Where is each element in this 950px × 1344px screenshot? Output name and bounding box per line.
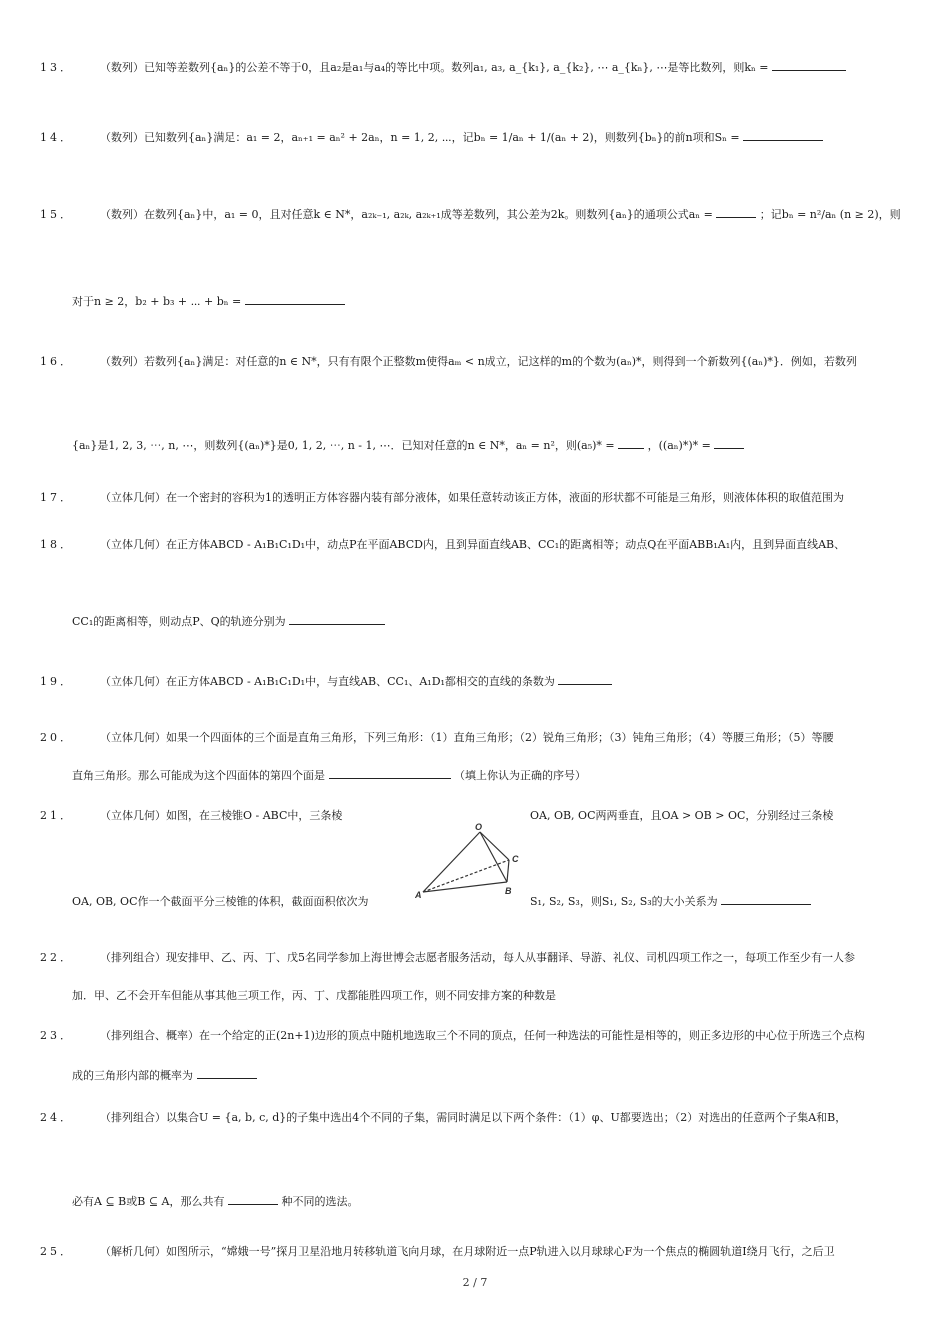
edge-oc xyxy=(480,832,509,860)
question-text: （立体几何）如果一个四面体的三个面是直角三角形，下列三角形：（1）直角三角形；（2）锐角三角形；（3）钝角三角形；（4）等腰三角形；（5）等腰 xyxy=(100,731,834,744)
question-number: 20． xyxy=(40,731,74,744)
vertex-label-a: A xyxy=(415,890,422,900)
question-text-cont: OA, OB, OC两两垂直，且OA > OB > OC，分别经过三条棱 xyxy=(530,809,834,822)
question-number: 25． xyxy=(40,1245,74,1258)
page-number: 2 / 7 xyxy=(462,1276,488,1289)
vertex-label-o: O xyxy=(475,822,483,832)
answer-blank xyxy=(245,294,345,305)
question-number: 22． xyxy=(40,951,74,964)
question-text: （数列）已知数列{aₙ}满足：a₁ = 2，aₙ₊₁ = aₙ² + 2aₙ，n = 1, 2, ⋯，记bₙ = 1/aₙ + 1/(aₙ + 2)，则数列{bₙ}的前n项和Sₙ = xyxy=(100,131,740,144)
vertex-label-b: B xyxy=(505,886,512,896)
tetrahedron-figure xyxy=(415,822,525,902)
edge-ab xyxy=(423,882,507,892)
edge-oa xyxy=(423,832,480,892)
question-text: CC₁的距离相等，则动点P、Q的轨迹分别为 xyxy=(72,615,286,628)
answer-blank xyxy=(289,614,385,625)
answer-blank xyxy=(228,1194,278,1205)
question-number: 14． xyxy=(40,131,74,144)
answer-blank xyxy=(743,130,823,141)
answer-blank xyxy=(197,1068,257,1079)
question-number: 16． xyxy=(40,355,74,368)
question-text: OA, OB, OC作一个截面平分三棱锥的体积，截面面积依次为 xyxy=(72,895,369,908)
question-text-cont: S₁, S₂, S₃，则S₁, S₂, S₃的大小关系为 xyxy=(530,895,718,908)
answer-blank xyxy=(772,60,846,71)
question-number: 21． xyxy=(40,809,74,822)
question-text: 必有A ⊆ B或B ⊆ A，那么共有 xyxy=(72,1195,225,1208)
question-number: 15． xyxy=(40,208,74,221)
vertex-label-c: C xyxy=(512,854,519,864)
question-text: 对于n ≥ 2，b₂ + b₃ + ⋯ + bₙ = xyxy=(72,295,242,308)
question-number: 19． xyxy=(40,675,74,688)
question-text: （排列组合、概率）在一个给定的正(2n+1)边形的顶点中随机地选取三个不同的顶点，任何一种选法的可能性是相等的，则正多边形的中心位于所选三个点构 xyxy=(100,1029,865,1042)
question-text: （解析几何）如图所示，“嫦娥一号”探月卫星沿地月转移轨道飞向月球，在月球附近一点P轨进入以月球球心F为一个焦点的椭圆轨道Ⅰ绕月飞行，之后卫 xyxy=(100,1245,835,1258)
question-number: 24． xyxy=(40,1111,74,1124)
question-text: （立体几何）在一个密封的容积为1的透明正方体容器内装有部分液体，如果任意转动该正方体，液面的形状都不可能是三角形，则液体体积的取值范围为 xyxy=(100,491,844,504)
answer-blank xyxy=(558,674,612,685)
question-text: （数列）若数列{aₙ}满足：对任意的n ∈ N*，只有有限个正整数m使得aₘ < n成立，记这样的m的个数为(aₙ)*，则得到一个新数列{(aₙ)*}．例如，若数列 xyxy=(100,355,857,368)
question-text: 直角三角形。那么可能成为这个四面体的第四个面是 xyxy=(72,769,325,782)
question-text: 成的三角形内部的概率为 xyxy=(72,1069,193,1082)
question-text: （排列组合）现安排甲、乙、丙、丁、戊5名同学参加上海世博会志愿者服务活动，每人从事翻译、导游、礼仪、司机四项工作之一，每项工作至少有一人参 xyxy=(100,951,855,964)
question-text: （数列）已知等差数列{aₙ}的公差不等于0，且a₂是a₁与a₄的等比中项。数列a₁, a₃, a_{k₁}, a_{k₂}, ⋯ a_{kₙ}, ⋯是等比数列，则kₙ = xyxy=(100,61,769,74)
answer-blank xyxy=(618,438,644,449)
answer-blank xyxy=(714,438,744,449)
question-text-cont: ；记bₙ = n²/aₙ (n ≥ 2)，则 xyxy=(759,208,901,221)
question-text: （立体几何）在正方体ABCD - A₁B₁C₁D₁中，动点P在平面ABCD内，且到异面直线AB、CC₁的距离相等；动点Q在平面ABB₁A₁内，且到异面直线AB、 xyxy=(100,538,846,551)
question-number: 13． xyxy=(40,61,74,74)
edge-bc xyxy=(507,860,509,882)
question-text: （立体几何）如图，在三棱锥O - ABC中，三条棱 xyxy=(100,809,343,822)
answer-blank xyxy=(716,207,756,218)
question-text: （数列）在数列{aₙ}中，a₁ = 0，且对任意k ∈ N*，a₂ₖ₋₁, a₂ₖ, a₂ₖ₊₁成等差数列，其公差为2k。则数列{aₙ}的通项公式aₙ = xyxy=(100,208,713,221)
question-text-cont: 种不同的选法。 xyxy=(281,1195,359,1208)
question-number: 18． xyxy=(40,538,74,551)
question-text: 加．甲、乙不会开车但能从事其他三项工作，丙、丁、戊都能胜四项工作，则不同安排方案的种数是 xyxy=(72,989,556,1002)
answer-blank xyxy=(329,768,451,779)
question-text-cont: （填上你认为正确的序号） xyxy=(454,769,586,782)
question-number: 23． xyxy=(40,1029,74,1042)
question-text: （立体几何）在正方体ABCD - A₁B₁C₁D₁中，与直线AB、CC₁、A₁D₁都相交的直线的条数为 xyxy=(100,675,555,688)
question-text: {aₙ}是1, 2, 3, ⋯, n, ⋯，则数列{(aₙ)*}是0, 1, 2, ⋯, n - 1, ⋯．已知对任意的n ∈ N*，aₙ = n²，则(a₅)* = xyxy=(72,439,615,452)
answer-blank xyxy=(721,894,811,905)
question-text-cont: ，((aₙ)*)* = xyxy=(647,439,711,452)
question-text: （排列组合）以集合U = {a, b, c, d}的子集中选出4个不同的子集，需同时满足以下两个条件：（1）φ、U都要选出；（2）对选出的任意两个子集A和B， xyxy=(100,1111,847,1124)
question-number: 17． xyxy=(40,491,74,504)
edge-ob xyxy=(480,832,507,882)
